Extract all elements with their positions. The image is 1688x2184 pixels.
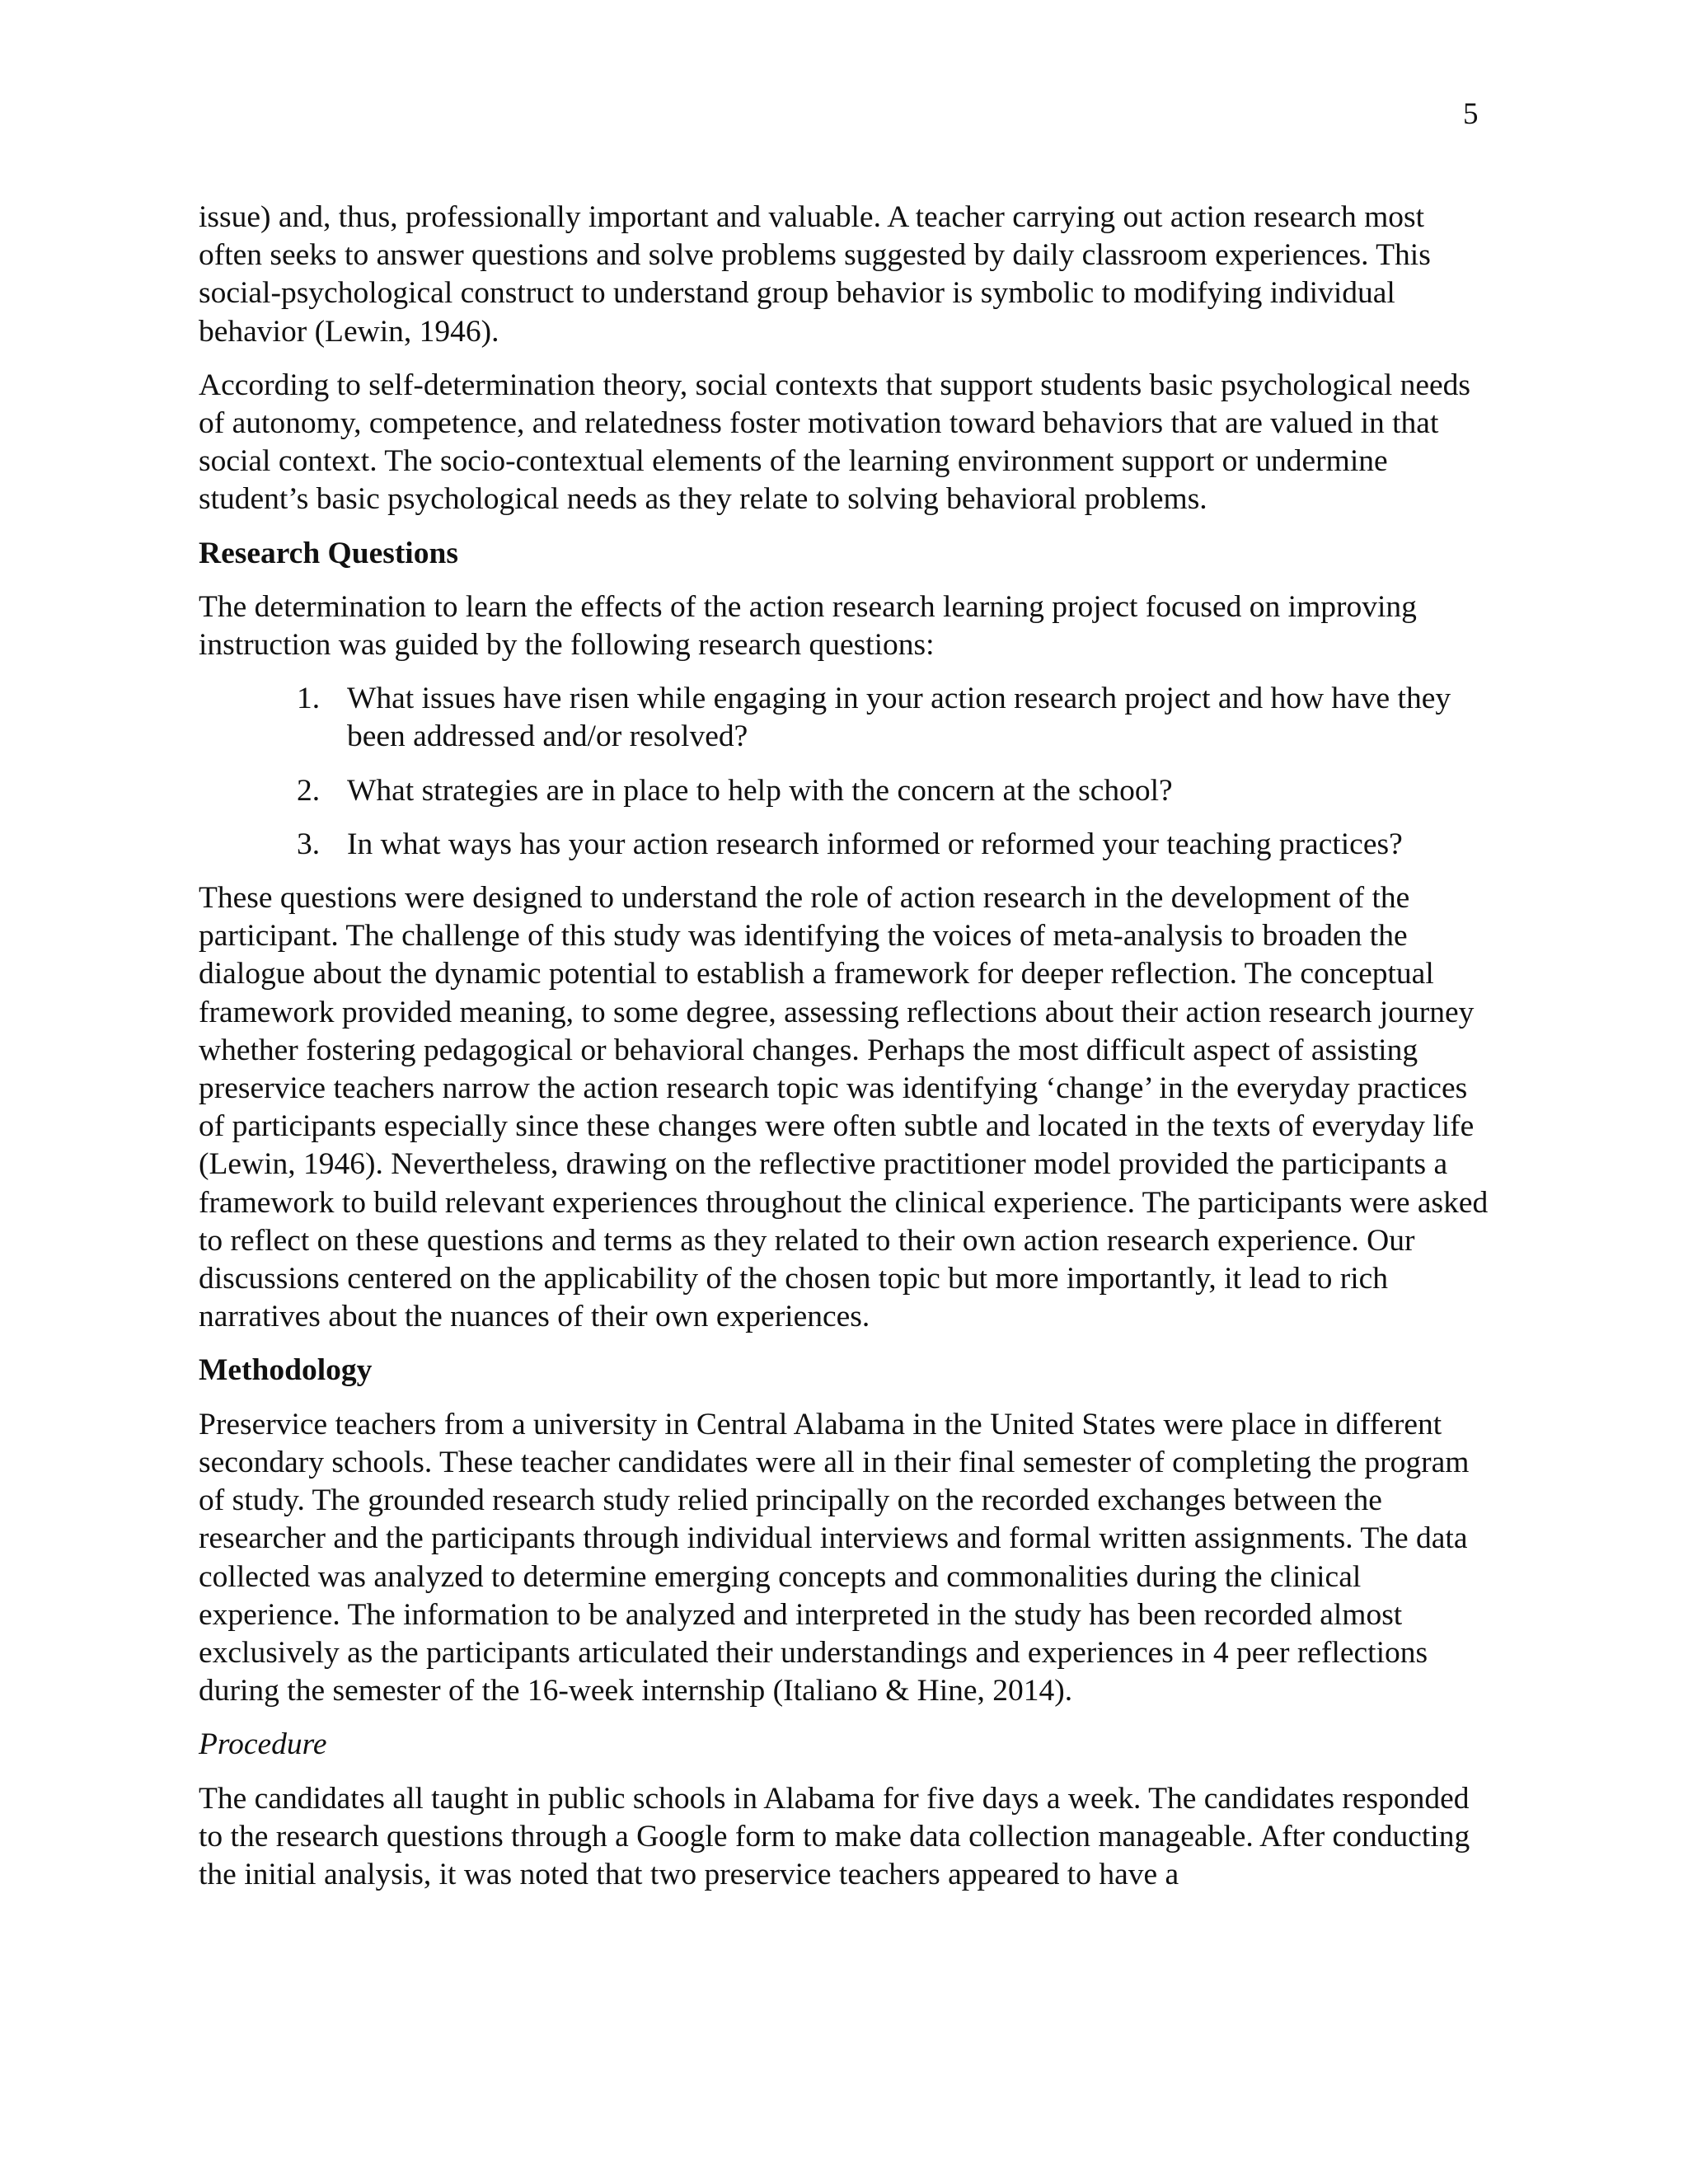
list-item-number: 1. [297, 682, 321, 716]
list-item-number: 3. [297, 827, 321, 861]
research-questions-list [199, 680, 1489, 864]
paragraph-research-questions-intro: The determination to learn the effects of the action research learning project focused on improving instruction was guided by the following research questions: [199, 589, 1417, 663]
list-item-number: 2. [297, 773, 321, 808]
page-number: 5 [1463, 97, 1479, 131]
paragraph-procedure: The candidates all taught in public schools in Alabama for five days a week. The candidates responded to the research questions through a Google form to make data collection manageable. After conducting the initial analysis, it was noted that two preservice teachers appeared to have a [199, 1781, 1470, 1891]
list-item-text: What strategies are in place to help with the concern at the school? [347, 773, 1173, 808]
document-body [199, 199, 1489, 1910]
list-item [199, 772, 1489, 810]
heading-research-questions: Research Questions [199, 536, 458, 570]
list-item-text: In what ways has your action research informed or reformed your teaching practices? [347, 827, 1403, 861]
list-item-text: What issues have risen while engaging in your action research project and how have they been addressed and/or resolved? [347, 682, 1451, 754]
paragraph-methodology: Preservice teachers from a university in Central Alabama in the United States were place in different secondary schools. These teacher candidates were all in their final semester of completing the program of study. The grounded research study relied principally on the recorded exchanges between the researcher and the participants through individual interviews and formal written assignments. The data collected was analyzed to determine emerging concepts and commonalities during the clinical experience. The information to be analyzed and interpreted in the study has been recorded almost exclusively as the participants articulated their understandings and experiences in 4 peer reflections during the semester of the 16-week internship (Italiano & Hine, 2014). [199, 1407, 1470, 1708]
heading-procedure: Procedure [199, 1727, 327, 1762]
list-item [199, 826, 1489, 864]
paragraph-self-determination: According to self-determination theory, social contexts that support students basic psychological needs of autonomy, competence, and relatedness foster motivation toward behaviors that are valued in that social context. The socio-contextual elements of the learning environment support or undermine student’s basic psychological needs as they relate to solving behavioral problems. [199, 368, 1471, 517]
paragraph-questions-discussion: These questions were designed to understand the role of action research in the development of the participant. The challenge of this study was identifying the voices of meta-analysis to broaden the dialogue about the dynamic potential to establish a framework for deeper reflection. The conceptual framework provided meaning, to some degree, assessing reflections about their action research journey whether fostering pedagogical or behavioral changes. Perhaps the most difficult aspect of assisting preservice teachers narrow the action research topic was identifying ‘change’ in the everyday practices of participants especially since these changes were often subtle and located in the texts of everyday life (Lewin, 1946). Nevertheless, drawing on the reflective practitioner model provided the participants a framework to build relevant experiences throughout the clinical experience. The participants were asked to reflect on these questions and terms as they related to their own action research experience. Our discussions centered on the applicability of the chosen topic but more importantly, it lead to rich narratives about the nuances of their own experiences. [199, 881, 1489, 1334]
heading-methodology: Methodology [199, 1353, 373, 1388]
list-item [199, 680, 1489, 756]
paragraph-intro-continuation: issue) and, thus, professionally important and valuable. A teacher carrying out action research most often seeks to answer questions and solve problems suggested by daily classroom experiences. This social-psychological construct to understand group behavior is symbolic to modifying individual behavior (Lewin, 1946). [199, 200, 1431, 349]
